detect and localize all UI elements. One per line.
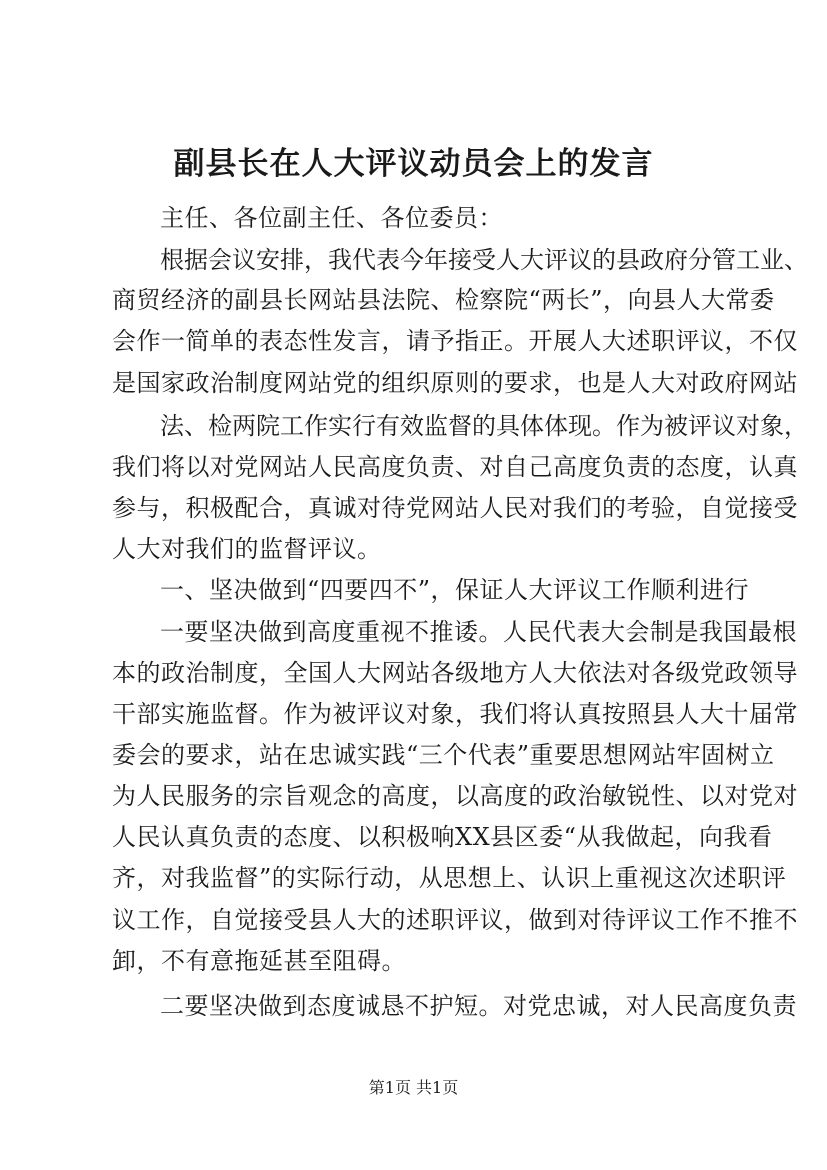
body-line: 人大对我们的监督评议。 <box>112 535 382 563</box>
body-line: 委会的要求，站在忠诚实践“三个代表”重要思想网站牢固树立 <box>112 741 775 769</box>
body-line: 参与，积极配合，真诚对待党网站人民对我们的考验，自觉接受 <box>112 494 798 522</box>
body-line: 齐，对我监督”的实际行动，从思想上、认识上重视这次述职评 <box>112 864 787 892</box>
body-line: 法、检两院工作实行有效监督的具体体现。作为被评议对象， <box>160 412 808 440</box>
body-line: 干部实施监督。作为被评议对象，我们将认真按照县人大十届常 <box>112 700 798 728</box>
body-line: 根据会议安排，我代表今年接受人大评议的县政府分管工业、 <box>160 246 808 274</box>
body-line: 本的政治制度，全国人大网站各级地方人大依法对各级党政领导 <box>112 659 798 687</box>
body-line: 人民认真负责的态度、以积极响XX县区委“从我做起，向我看 <box>112 823 773 851</box>
body-line: 一要坚决做到高度重视不推诿。人民代表大会制是我国最根 <box>160 618 797 646</box>
body-line: 为人民服务的宗旨观念的高度，以高度的政治敏锐性、以对党对 <box>112 782 798 810</box>
body-line: 议工作，自觉接受县人大的述职评议，做到对待评议工作不推不 <box>112 906 798 934</box>
body-line: 商贸经济的副县长网站县法院、检察院“两长”，向县人大常委 <box>112 286 775 314</box>
body-line: 是国家政治制度网站党的组织原则的要求，也是人大对政府网站 <box>112 369 798 397</box>
section-heading: 一、坚决做到“四要四不”，保证人大评议工作顺利进行 <box>160 576 750 604</box>
body-line: 我们将以对党网站人民高度负责、对自己高度负责的态度，认真 <box>112 453 798 481</box>
body-line: 卸，不有意拖延甚至阻碍。 <box>112 947 406 975</box>
body-line: 二要坚决做到态度诚恳不护短。对党忠诚，对人民高度负责 <box>160 992 797 1020</box>
page-footer: 第1页 共1页 <box>368 1078 459 1097</box>
document-title: 副县长在人大评议动员会上的发言 <box>173 146 654 182</box>
body-line: 会作一简单的表态性发言，请予指正。开展人大述职评议，不仅 <box>112 327 798 355</box>
salutation-line: 主任、各位副主任、各位委员： <box>160 204 503 232</box>
